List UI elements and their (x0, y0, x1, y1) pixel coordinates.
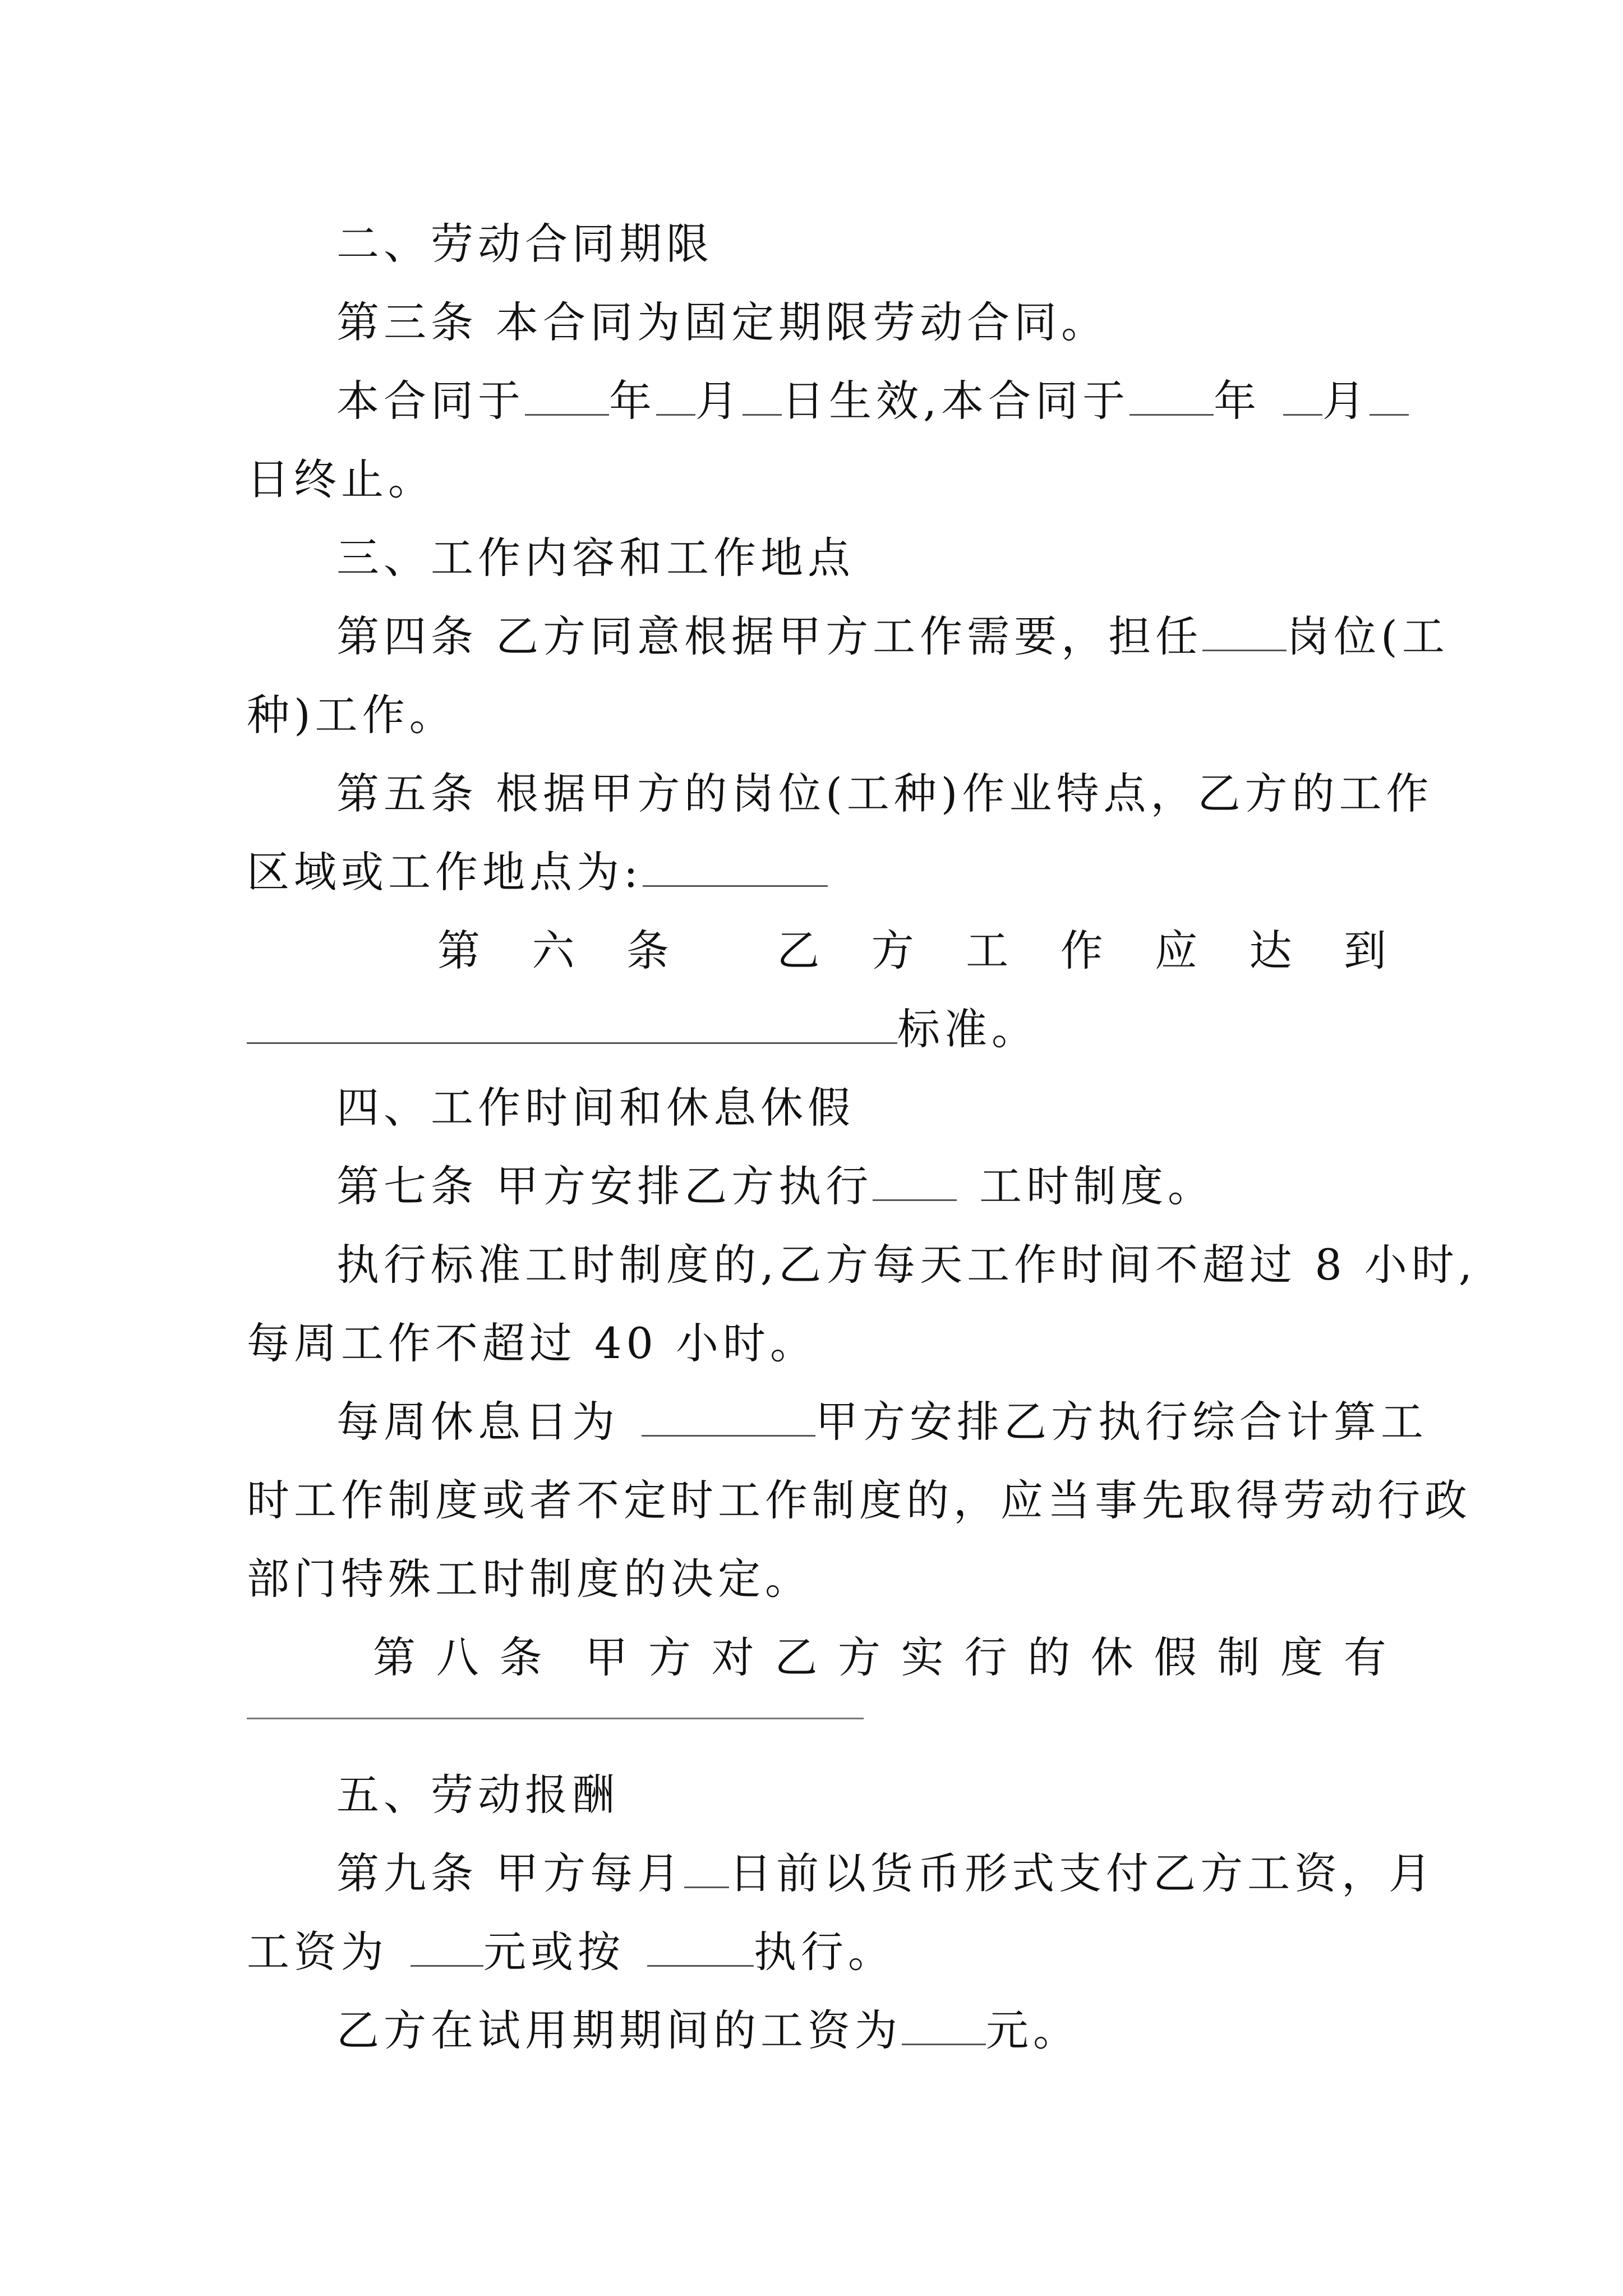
char: 方 (871, 926, 919, 976)
char: 应 (1155, 926, 1202, 976)
article-5: 第五条 根据甲方的岗位(工种)作业特点，乙方的工作 (336, 769, 1433, 818)
char: 条 (499, 1632, 547, 1682)
text-segment: 第七条 甲方安排乙方执行 (336, 1161, 873, 1211)
article-4-continued: 种)工作。 (247, 690, 457, 740)
text-segment: 执行。 (754, 1927, 895, 1977)
blank-pay-day (684, 1846, 729, 1888)
rest-day-line (336, 1394, 1428, 1450)
text-segment: 甲方安排乙方执行综合计算工 (815, 1397, 1428, 1447)
article-9 (336, 1846, 1436, 1902)
blank-hours-system (873, 1159, 957, 1201)
char: 假 (1154, 1632, 1201, 1682)
article-9-continued (247, 1924, 1391, 1980)
text-segment: 乙方在试用期期间的工资为 (336, 2005, 902, 2055)
char: 第 (437, 926, 485, 976)
char: 乙 (777, 926, 824, 976)
char: 制 (1217, 1632, 1265, 1682)
text-segment: 月 (1322, 376, 1370, 426)
section-heading-work-time: 四、工作时间和休息休假 (336, 1083, 855, 1133)
article-7 (336, 1158, 1391, 1214)
probation-wage-line (336, 2003, 1391, 2059)
char: 达 (1249, 926, 1297, 976)
blank-start-year (525, 374, 609, 416)
text-segment: 日生效,本合同于 (782, 376, 1130, 426)
text-segment: 工资为 (247, 1927, 388, 1977)
blank-end-year (1129, 374, 1214, 416)
text-segment: 区域或工作地点为: (247, 847, 643, 897)
text-segment: 日前以货币形式支付乙方工资，月 (729, 1848, 1436, 1898)
char: 对 (711, 1632, 759, 1682)
article-6 (437, 923, 1391, 979)
char: 甲 (585, 1632, 633, 1682)
char: 度 (1280, 1632, 1328, 1682)
rest-day-continued: 时工作制度或者不定时工作制度的，应当事先取得劳动行政 (247, 1475, 1472, 1525)
termination-line: 日终止。 (247, 454, 435, 504)
blank-probation-wage (902, 2003, 986, 2045)
text-segment: 元或按 (483, 1927, 625, 1977)
text-segment: 本合同于 (336, 376, 525, 426)
char: 行 (964, 1632, 1012, 1682)
char: 的 (1027, 1632, 1075, 1682)
char: 六 (532, 926, 579, 976)
blank-work-standard (247, 1002, 897, 1044)
text-segment: 工时制度。 (979, 1161, 1215, 1211)
char: 实 (901, 1632, 948, 1682)
text-segment: 标准。 (897, 1004, 1039, 1054)
text-segment: 年 (609, 376, 656, 426)
text-segment: 年 (1214, 376, 1261, 426)
article-8 (373, 1630, 1391, 1686)
char: 休 (1090, 1632, 1138, 1682)
rest-day-continued-2: 部门特殊工时制度的决定。 (247, 1554, 812, 1604)
char: 条 (626, 926, 674, 976)
text-segment: 岗位(工 (1287, 611, 1449, 661)
blank-work-location (643, 845, 828, 887)
blank-start-day (743, 374, 782, 416)
article-3: 第三条 本合同为固定期限劳动合同。 (336, 297, 1109, 347)
text-segment: 第九条 甲方每月 (336, 1848, 685, 1898)
blank-monthly-wage (411, 1925, 483, 1967)
text-segment: 月 (695, 376, 743, 426)
char: 第 (373, 1632, 420, 1682)
blank-end-month (1283, 374, 1322, 416)
text-segment: 第四条 乙方同意根据甲方工作需要，担任 (336, 611, 1203, 661)
blank-end-day (1370, 374, 1409, 416)
blank-position (1202, 609, 1287, 651)
char: 有 (1343, 1632, 1391, 1682)
effective-date-line (336, 373, 1391, 429)
article-6-continued (247, 1001, 1391, 1057)
char: 作 (1060, 926, 1108, 976)
section-heading-remuneration: 五、劳动报酬 (336, 1770, 619, 1820)
char: 方 (648, 1632, 695, 1682)
text-segment: 每周休息日为 (336, 1397, 619, 1447)
section-heading-contract-term: 二、劳动合同期限 (336, 219, 713, 269)
blank-wage-basis (647, 1925, 754, 1967)
char: 八 (436, 1632, 483, 1682)
char: 乙 (774, 1632, 822, 1682)
char: 到 (1343, 926, 1391, 976)
article-4 (336, 609, 1449, 665)
blank-rest-day (642, 1395, 815, 1437)
blank-vacation-system (247, 1718, 864, 1719)
char: 方 (838, 1632, 886, 1682)
article-5-continued (247, 844, 1391, 900)
text-segment: 元。 (986, 2005, 1080, 2055)
standard-hours-line: 执行标准工时制度的,乙方每天工作时间不超过 8 小时, (336, 1240, 1477, 1290)
weekly-hours-line: 每周工作不超过 40 小时。 (247, 1318, 818, 1368)
char: 工 (966, 926, 1013, 976)
section-heading-work-content: 三、工作内容和工作地点 (336, 533, 855, 583)
blank-start-month (656, 374, 695, 416)
